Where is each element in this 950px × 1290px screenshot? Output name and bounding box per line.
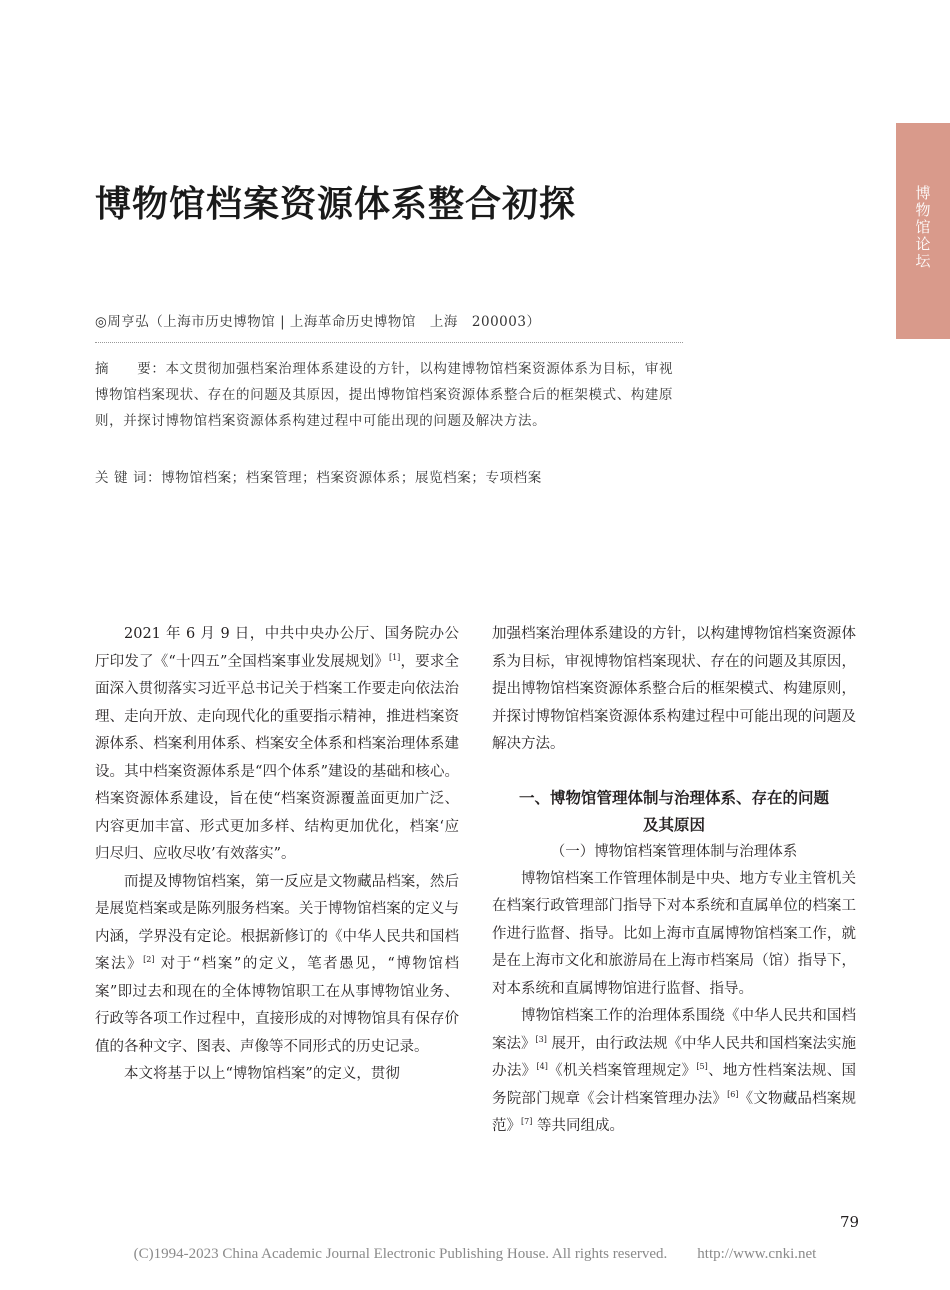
section-heading-line: 及其原因 [642,815,705,834]
subsection-heading: （一）博物馆档案管理体制与治理体系 [550,843,798,860]
section-heading [492,785,856,839]
keywords [95,466,683,486]
article-title: 博物馆档案资源体系整合初探 [95,183,577,225]
citation-ref: [7] [521,1117,533,1126]
citation-ref: [2] [143,955,155,964]
section-tab [896,123,950,339]
right-column [492,621,856,1141]
text-run: 等共同组成。 [532,1118,624,1134]
abstract [95,356,683,434]
left-column [95,621,459,1089]
citation-ref: [4] [536,1062,548,1071]
text-run: 而提及博物馆档案，第一反应是文物藏品档案，然后是展览档案或是陈列服务档案。关于博物馆档案的定义与内涵，学界没有定论。根据新修订的《中华人民共和国档案法》 [95,873,459,972]
abstract-text: 本文贯彻加强档案治理体系建设的方针，以构建博物馆档案资源体系为目标，审视博物馆档案现状、存在的问题及其原因，提出博物馆档案资源体系整合后的框架模式、构建原则，并探讨博物馆档案资源体系构建过程中可能出现的问题及解决方法。 [95,361,674,429]
paragraph-continued: 加强档案治理体系建设的方针，以构建博物馆档案资源体系为目标，审视博物馆档案现状、存在的问题及其原因，提出博物馆档案资源体系整合后的框架模式、构建原则，并探讨博物馆档案资源体系构建过程中可能出现的问题及解决方法。 [492,626,856,752]
keywords-label: 关 键 词： [95,470,162,486]
citation-ref: [1] [388,652,401,662]
paragraph [492,1003,856,1141]
section-tab-label: 博物馆论坛 [913,185,932,270]
text-run: 《文物藏品档案规范》 [492,1090,857,1134]
dotted-divider [95,342,683,343]
copyright-footer: (C)1994-2023 China Academic Journal Electronic Publishing House. All rights reserved. http://www.cnki.net [133,1246,817,1262]
citation-ref: [5] [696,1062,708,1071]
text-run: 《机关档案管理规定》 [547,1063,697,1079]
author-line: ◎周亨弘（上海市历史博物馆 | 上海革命历史博物馆 上海 200003） [95,314,541,330]
keywords-text: 博物馆档案；档案管理；档案资源体系；展览档案；专项档案 [161,470,542,486]
page-number: 79 [840,1213,860,1231]
text-run: 展开，由行政法规《中华人民共和国档案法实施办法》 [492,1035,857,1079]
citation-ref: [6] [727,1089,739,1099]
text-run: 2021 年 6 月 9 日，中共中央办公厅、国务院办公厅印发了《“十四五”全国档案事业发展规划》 [95,626,459,670]
text-run: 、地方性档案法规、国务院部门规章《会计档案管理办法》 [492,1063,857,1107]
paragraph [95,869,459,1062]
text-run: 对于“档案”的定义，笔者愚见，“博物馆档案”即过去和现在的全体博物馆职工在从事博物馆业务、行政等各项工作过程中，直接形成的对博物馆具有保存价值的各种文字、图表、声像等不同形式的历史记录。 [95,956,459,1055]
paragraph: 本文将基于以上“博物馆档案”的定义，贯彻 [124,1066,400,1082]
paragraph [95,621,459,869]
section-heading-line: 一、博物馆管理体制与治理体系、存在的问题 [518,788,829,807]
citation-ref: [3] [535,1034,547,1044]
text-run: ，要求全面深入贯彻落实习近平总书记关于档案工作要走向依法治理、走向开放、走向现代化的重要指示精神，推进档案资源体系、档案利用体系、档案安全体系和档案治理体系建设。其中档案资源体系是“四个体系”建设的基础和核心。档案资源体系建设，旨在使“档案资源覆盖面更加广泛、内容更加丰富、形式更加多样、结构更加优化，档案‘应归尽归、应收尽收’有效落实”。 [95,653,460,862]
abstract-label: 摘 要： [95,361,166,377]
text-run: 博物馆档案工作的治理体系围绕《中华人民共和国档案法》 [492,1008,856,1052]
paragraph: 博物馆档案工作管理体制是中央、地方专业主管机关在档案行政管理部门指导下对本系统和直属单位的档案工作进行监督、指导。比如上海市直属博物馆档案工作，就是在上海市文化和旅游局在上海市档案局（馆）指导下，对本系统和直属博物馆进行监督、指导。 [492,870,856,997]
